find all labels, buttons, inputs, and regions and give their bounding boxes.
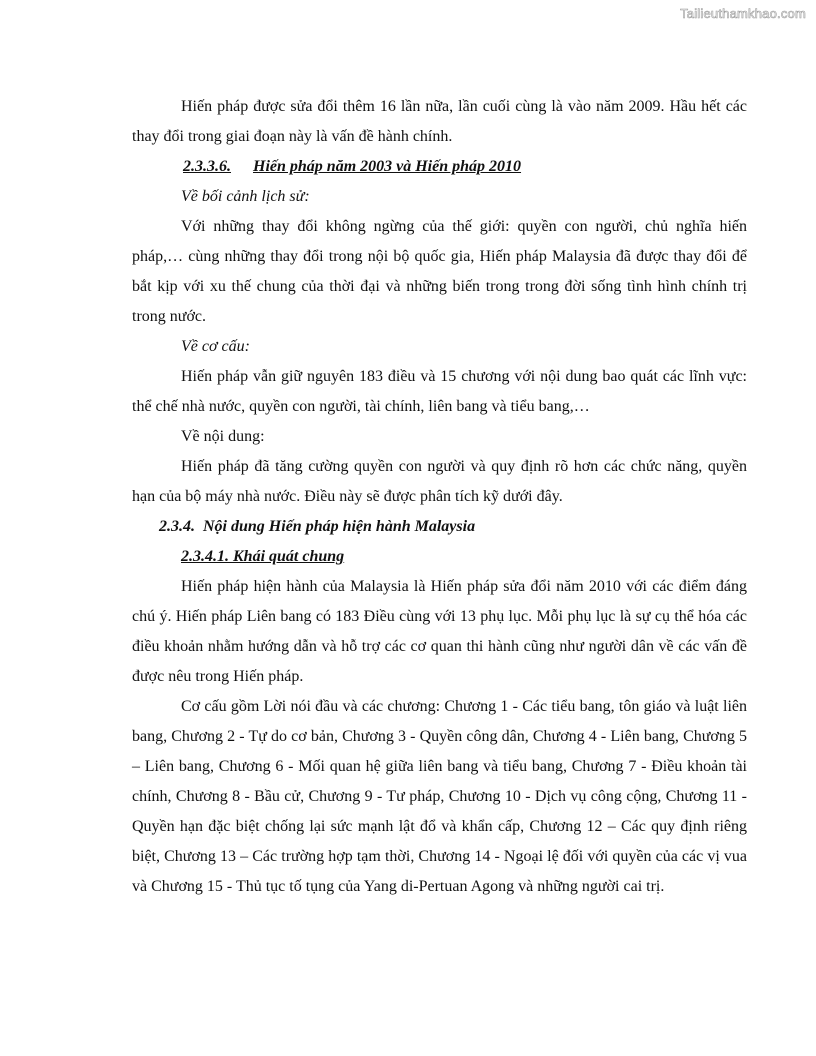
subheading-structure: Về cơ cấu:: [181, 338, 250, 355]
heading-title: Hiến pháp năm 2003 và Hiến pháp 2010: [253, 158, 522, 175]
subheading-content: Về nội dung:: [181, 428, 265, 445]
document-body: [132, 92, 747, 902]
heading-2-3-4-1: 2.3.4.1. Khái quát chung: [181, 548, 345, 565]
paragraph-overview: Hiến pháp hiện hành của Malaysia là Hiến pháp sửa đổi năm 2010 với các điểm đáng chú ý. Hiến pháp Liên bang có 183 Điều cùng với 13 phụ lục. Mỗi phụ lục là sự cụ thể hóa các điều khoản nhằm hướng dẫn và hỗ trợ các cơ quan thi hành cũng như người dân về các vấn đề được nêu trong Hiến pháp.: [132, 578, 747, 685]
heading-number: 2.3.4.: [159, 518, 195, 535]
heading-2-3-4: [132, 512, 747, 542]
paragraph-amendments: Hiến pháp được sửa đổi thêm 16 lần nữa, lần cuối cùng là vào năm 2009. Hầu hết các thay đổi trong giai đoạn này là vấn đề hành chính.: [132, 98, 747, 145]
heading-number: 2.3.3.6.: [183, 158, 231, 175]
subheading-historical-context: Về bối cảnh lịch sử:: [181, 188, 310, 205]
heading-2-3-3-6: [132, 152, 747, 182]
paragraph-content: Hiến pháp đã tăng cường quyền con người và quy định rõ hơn các chức năng, quyền hạn của bộ máy nhà nước. Điều này sẽ được phân tích kỹ dưới đây.: [132, 458, 747, 505]
heading-title: Nội dung Hiến pháp hiện hành Malaysia: [203, 518, 476, 535]
paragraph-chapters: Cơ cấu gồm Lời nói đầu và các chương: Chương 1 - Các tiểu bang, tôn giáo và luật liên bang, Chương 2 - Tự do cơ bản, Chương 3 - Quyền công dân, Chương 4 - Liên bang, Chương 5 – Liên bang, Chương 6 - Mối quan hệ giữa liên bang và tiểu bang, Chương 7 - Điều khoản tài chính, Chương 8 - Bầu cử, Chương 9 - Tư pháp, Chương 10 - Dịch vụ công cộng, Chương 11 - Quyền hạn đặc biệt chống lại sức mạnh lật đổ và khẩn cấp, Chương 12 – Các quy định riêng biệt, Chương 13 – Các trường hợp tạm thời, Chương 14 - Ngoại lệ đối với quyền của các vị vua và Chương 15 - Thủ tục tố tụng của Yang di-Pertuan Agong và những người cai trị.: [132, 698, 747, 895]
watermark: Tailieuthamkhao.com: [680, 6, 806, 21]
paragraph-context: Với những thay đổi không ngừng của thế giới: quyền con người, chủ nghĩa hiến pháp,… cùng những thay đổi trong nội bộ quốc gia, Hiến pháp Malaysia đã được thay đổi để bắt kịp với xu thế chung của thời đại và những biến trong trong đời sống tình hình chính trị trong nước.: [132, 218, 747, 325]
paragraph-structure: Hiến pháp vẫn giữ nguyên 183 điều và 15 chương với nội dung bao quát các lĩnh vực: thể chế nhà nước, quyền con người, tài chính, liên bang và tiểu bang,…: [132, 368, 747, 415]
